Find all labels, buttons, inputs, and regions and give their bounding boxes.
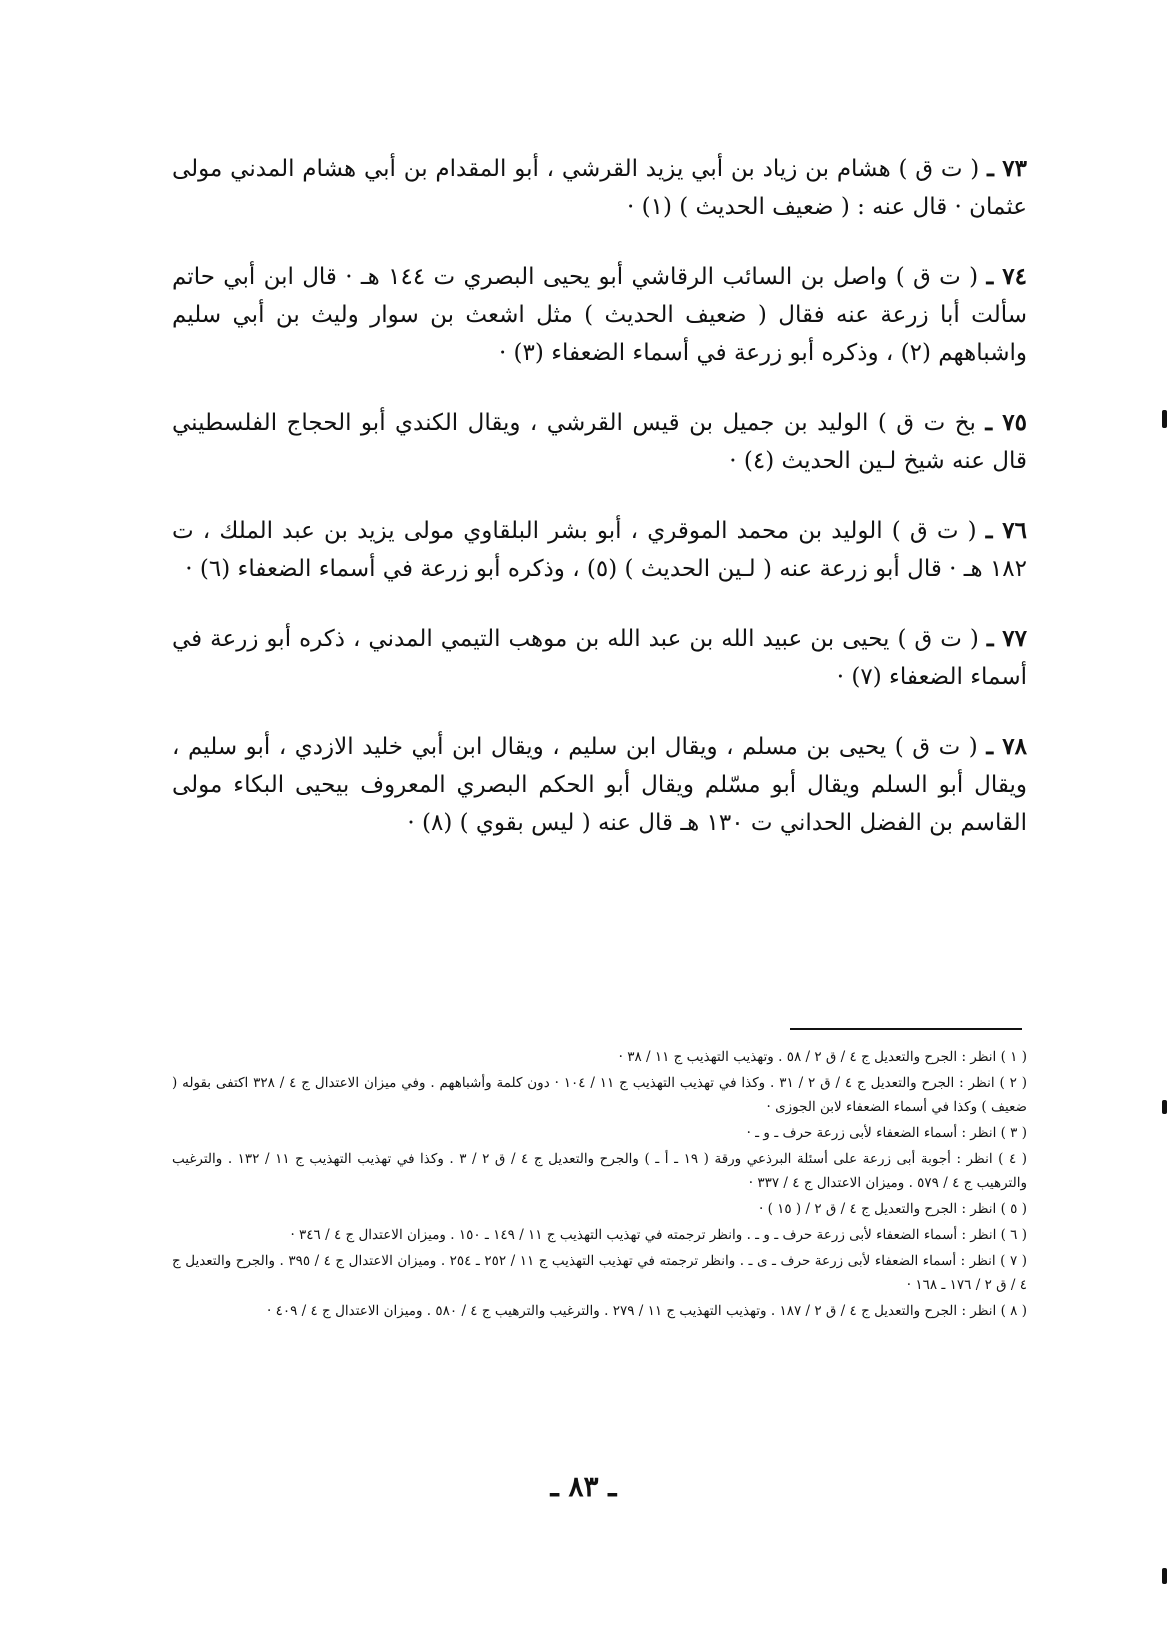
entry-78: [172, 728, 1027, 842]
footnotes: [172, 1045, 1027, 1325]
entry-text: ( ت ق ) الوليد بن محمد الموقري ، أبو بشر البلقاوي مولى يزيد بن عبد الملك ، ت ١٨٢ هـ · قال أبو زرعة عنه ( لـين الحديث ) (٥) ، وذكره أبو زرعة في أسماء الضعفاء (٦) ·: [172, 518, 1027, 582]
entry-76: [172, 512, 1027, 588]
footnote-7: ( ٧ ) انظر : أسماء الضعفاء لأبى زرعة حرف ـ ى ـ . وانظر ترجمته في تهذيب التهذيب ج ١١ / ٢٥٢ ـ ٢٥٤ . وميزان الاعتدال ج ٤ / ٣٩٥ . والجرح والتعديل ج ٤ / ق ٢ / ١٧٦ ـ ١٦٨ ·: [172, 1253, 1027, 1293]
footnote-6: ( ٦ ) انظر : أسماء الضعفاء لأبى زرعة حرف ـ و ـ . وانظر ترجمته في تهذيب التهذيب ج ١١ / ١٤٩ ـ ١٥٠ . وميزان الاعتدال ج ٤ / ٣٤٦ ·: [290, 1227, 1027, 1243]
scan-edge-mark: [1162, 1568, 1167, 1584]
footnote-3: ( ٣ ) انظر : أسماء الضعفاء لأبى زرعة حرف ـ و ـ ·: [746, 1125, 1027, 1141]
scan-edge-mark: [1162, 410, 1167, 428]
entry-text: ( ت ق ) يحيى بن مسلم ، ويقال ابن سليم ، ويقال ابن أبي خليد الازدي ، أبو سليم ، ويقال أبو السلم ويقال أبو مسّلم ويقال أبو الحكم البصري المعروف بيحيى البكاء مولى القاسم بن الفضل الحداني ت ١٣٠ هـ قال عنه ( ليس بقوي ) (٨) ·: [172, 734, 1027, 836]
entry-text: بخ ت ق ) الوليد بن جميل بن قيس القرشي ، ويقال الكندي أبو الحجاج الفلسطيني قال عنه شيخ لـين الحديث (٤) ·: [172, 410, 1027, 474]
entry-number: ٧٥ ـ: [985, 409, 1028, 436]
entry-number: ٧٣ ـ: [987, 155, 1027, 182]
entry-75: [172, 404, 1027, 480]
entry-73: [172, 150, 1027, 226]
entry-number: ٧٧ ـ: [986, 625, 1028, 652]
footnote-2: ( ٢ ) انظر : الجرح والتعديل ج ٤ / ق ٢ / ٣١ . وكذا في تهذيب التهذيب ج ١١ / ١٠٤ · دون كلمة وأشباههم . وفي ميزان الاعتدال ج ٤ / ٣٢٨ اكتفى بقوله ( ضعيف ) وكذا في أسماء الضعفاء لابن الجوزى ·: [172, 1075, 1027, 1115]
footnote-1: ( ١ ) انظر : الجرح والتعديل ج ٤ / ق ٢ / ٥٨ . وتهذيب التهذيب ج ١١ / ٣٨ ·: [618, 1049, 1027, 1065]
footnote-divider: [790, 1028, 1022, 1030]
biography-entries: [172, 150, 1027, 874]
entry-number: ٧٤ ـ: [986, 263, 1027, 290]
entry-number: ٧٦ ـ: [985, 517, 1028, 544]
entry-text: ( ت ق ) يحيى بن عبيد الله بن عبد الله بن موهب التيمي المدني ، ذكره أبو زرعة في أسماء الضعفاء (٧) ·: [172, 626, 1027, 690]
entry-77: [172, 620, 1027, 696]
entry-text: ( ت ق ) واصل بن السائب الرقاشي أبو يحيى البصري ت ١٤٤ هـ · قال ابن أبي حاتم سألت أبا زرعة عنه فقال ( ضعيف الحديث ) مثل اشعث بن سوار وليث بن أبي سليم واشباههم (٢) ، وذكره أبو زرعة في أسماء الضعفاء (٣) ·: [172, 264, 1027, 366]
entry-74: [172, 258, 1027, 372]
entry-text: ( ت ق ) هشام بن زياد بن أبي يزيد القرشي ، أبو المقدام بن أبي هشام المدني مولى عثمان · قال عنه : ( ضعيف الحديث ) (١) ·: [172, 156, 1027, 220]
footnote-5: ( ٥ ) انظر : الجرح والتعديل ج ٤ / ق ٢ / ( ١٥ ) ·: [758, 1201, 1027, 1217]
footnote-4: ( ٤ ) انظر : أجوبة أبى زرعة على أسئلة البرذعي ورقة ( ١٩ ـ أ ـ ) والجرح والتعديل ج ٤ / ق ٢ / ٣ . وكذا في تهذيب التهذيب ج ١١ / ١٣٢ . والترغيب والترهيب ج ٤ / ٥٧٩ . وميزان الاعتدال ج ٤ / ٣٣٧ ·: [172, 1151, 1028, 1191]
scan-edge-mark: [1162, 1100, 1167, 1114]
entry-number: ٧٨ ـ: [986, 733, 1027, 760]
footnote-8: ( ٨ ) انظر : الجرح والتعديل ج ٤ / ق ٢ / ١٨٧ . وتهذيب التهذيب ج ١١ / ٢٧٩ . والترغيب والترهيب ج ٤ / ٥٨٠ . وميزان الاعتدال ج ٤ / ٤٠٩ ·: [267, 1303, 1027, 1319]
page-number: ـ ٨٣ ـ: [550, 1470, 617, 1503]
